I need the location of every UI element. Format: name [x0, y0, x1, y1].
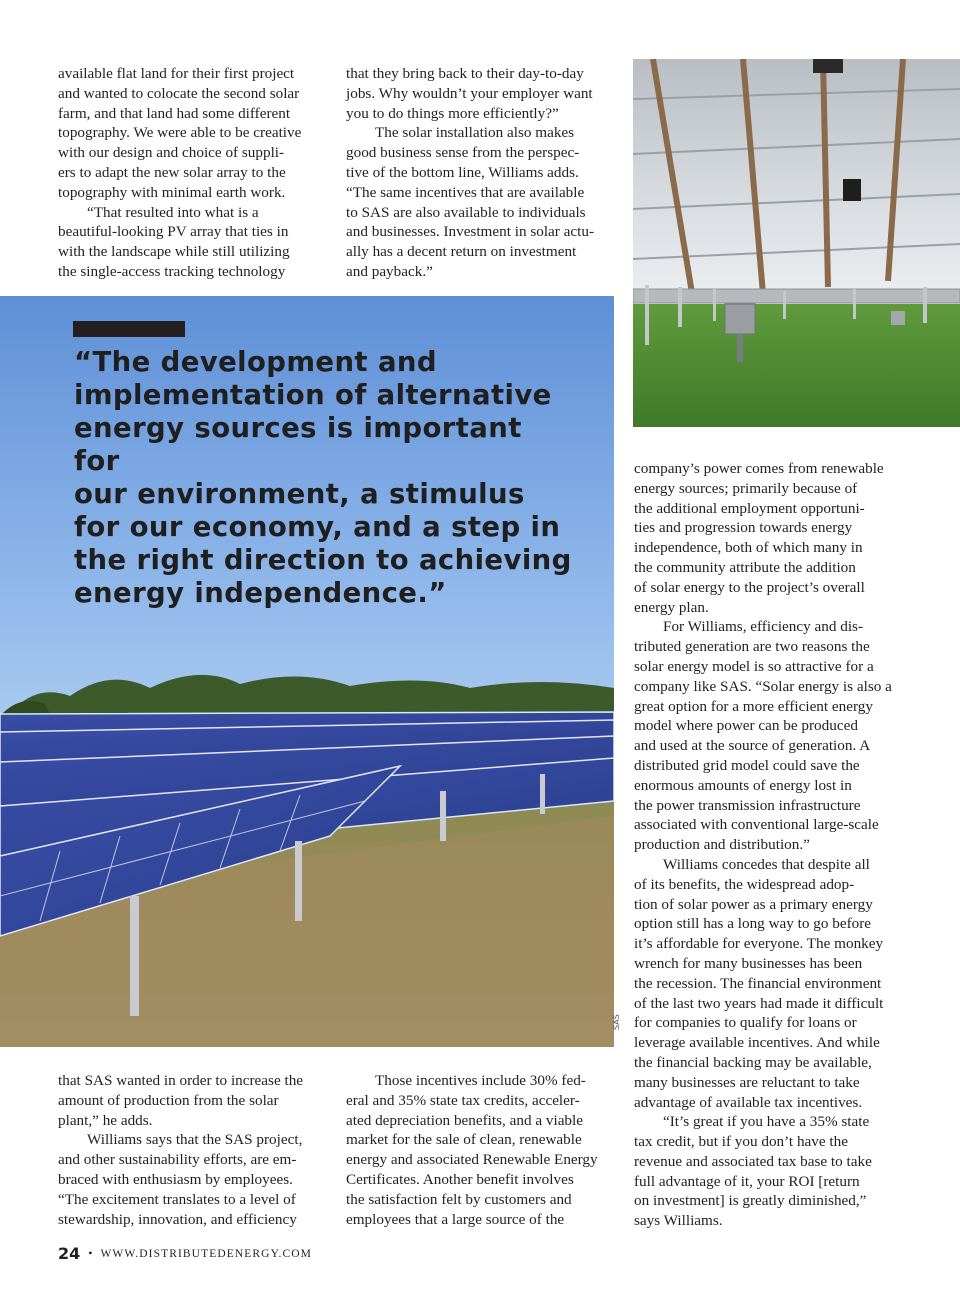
paragraph: available flat land for their first project and wanted to colocate the second solar farm, and that land had some different topography. We were able to be creative with our design and choice of suppli- ers to adapt the new solar array to the topography with minimal earth work. [58, 65, 302, 201]
paragraph: “That resulted into what is a beautiful-looking PV array that ties in with the landscape while still utilizing the single-access tracking technology [58, 203, 290, 280]
page-footer [58, 1244, 312, 1263]
paragraph: company’s power comes from renewable energy sources; primarily because of the additional employment opportuni- ties and progression towards energy independence, both of which many in the community attribute the addition of solar energy to the project’s overall energy plan. [634, 460, 884, 616]
article-column-top-left [58, 64, 326, 282]
article-column-top-middle [346, 64, 616, 282]
website-url: WWW.DISTRIBUTEDENERGY.COM [100, 1247, 312, 1260]
under-panel-illustration [633, 59, 960, 427]
pull-quote: “The development and implementation of alternative energy sources is important for our environment, a stimulus for our economy, and a step in the right direction to achieving energy independence.” [74, 346, 572, 609]
quote-accent-bar [73, 321, 185, 337]
paragraph: For Williams, efficiency and dis- tributed generation are two reasons the solar energy model is so attractive for a company like SAS. “Solar energy is also a great option for a more efficient energy model where power can be produced and used at the source of generation. A distributed grid model could save the enormous amounts of energy lost in the power transmission infrastructure associated with conventional large-scale production and distribution.” [634, 618, 892, 854]
paragraph: Williams says that the SAS project, and other sustainability efforts, are em- braced with enthusiasm by employees. “The excitement translates to a level of stewardship, innovation, and efficiency [58, 1131, 303, 1228]
article-column-right [634, 459, 906, 1231]
paragraph: “It’s great if you have a 35% state tax credit, but if you don’t have the revenue and associated tax base to take full advantage of it, your ROI [return on investment] is greatly diminished,” says Williams. [634, 1113, 872, 1230]
article-column-bottom-left [58, 1071, 326, 1229]
under-panel-photo [633, 59, 960, 427]
solar-field-photo [0, 296, 614, 1047]
paragraph: that SAS wanted in order to increase the amount of production from the solar plant,” he adds. [58, 1072, 304, 1129]
paragraph: The solar installation also makes good business sense from the perspec- tive of the bottom line, Williams adds. “The same incentives that are available to SAS are also available to individuals and businesses. Investment in solar actu- ally has a decent return on investment and payback.” [346, 124, 595, 280]
footer-bullet: • [88, 1246, 93, 1260]
article-column-bottom-middle [346, 1071, 616, 1229]
page-number: 24 [58, 1244, 81, 1263]
photo-credit: SAS [612, 1014, 621, 1030]
paragraph: Williams concedes that despite all of its benefits, the widespread adop- tion of solar power as a primary energy option still has a long way to go before it’s affordable for everyone. The monkey wrench for many businesses has been the recession. The financial environment of the last two years had made it difficult for companies to qualify for loans or leverage available incentives. And while the financial backing may be available, many businesses are reluctant to take advantage of available tax incentives. [634, 855, 884, 1111]
paragraph: Those incentives include 30% fed- eral and 35% state tax credits, acceler- ated depreciation benefits, and a viable market for the sale of clean, renewable energy and associated Renewable Energy Certificates. Another benefit involves the satisfaction felt by customers and employees that a large source of the [346, 1072, 598, 1228]
paragraph: that they bring back to their day-to-day jobs. Why wouldn’t your employer want you to do things more efficiently?” [346, 65, 593, 122]
